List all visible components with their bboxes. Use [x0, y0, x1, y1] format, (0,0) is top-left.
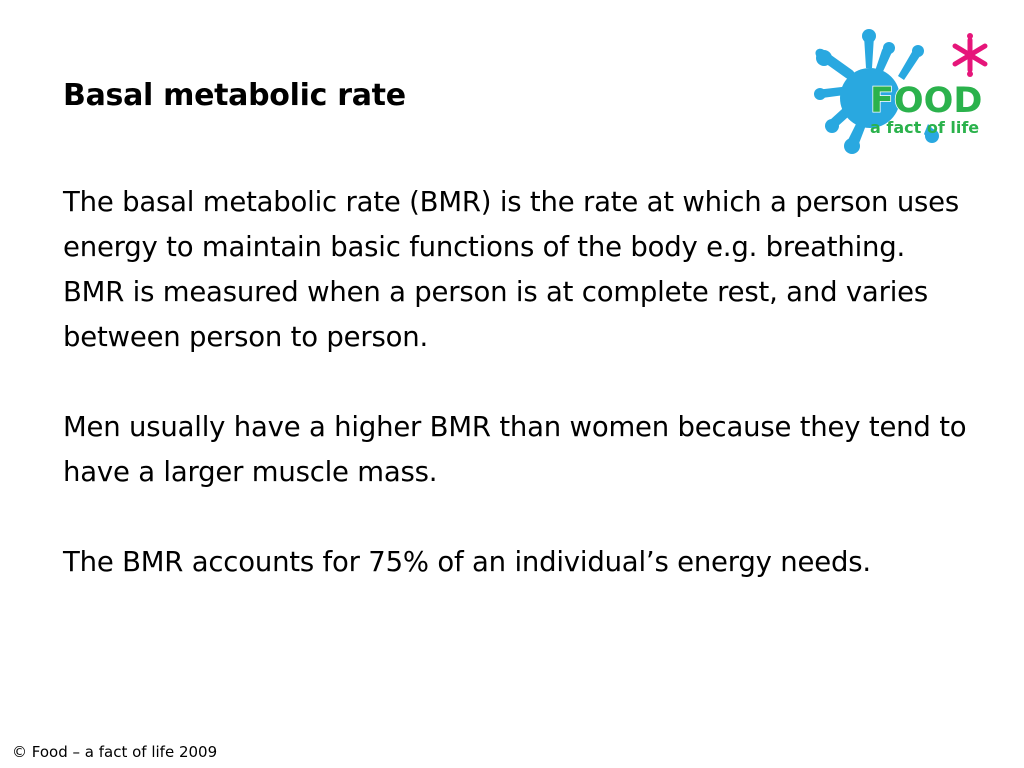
food-a-fact-of-life-logo	[812, 28, 1002, 158]
body-paragraph-men-women: Men usually have a higher BMR than women because they tend to have a larger muscle mass.	[63, 411, 967, 488]
body-paragraph-energy-needs: The BMR accounts for 75% of an individual’s energy needs.	[63, 546, 871, 578]
slide-title: Basal metabolic rate	[63, 78, 406, 113]
logo-word-food: FOOD	[870, 81, 983, 121]
slide-body	[63, 180, 973, 630]
body-paragraph-bmr-definition: The basal metabolic rate (BMR) is the rate at which a person uses energy to maintain basic functions of the body e.g. breathing. BMR is measured when a person is at complete rest, and varies between person to person.	[63, 186, 960, 353]
footer-copyright: © Food – a fact of life 2009	[12, 743, 218, 761]
magenta-asterisk-icon	[955, 33, 985, 77]
logo-tagline: a fact of life	[870, 118, 980, 137]
